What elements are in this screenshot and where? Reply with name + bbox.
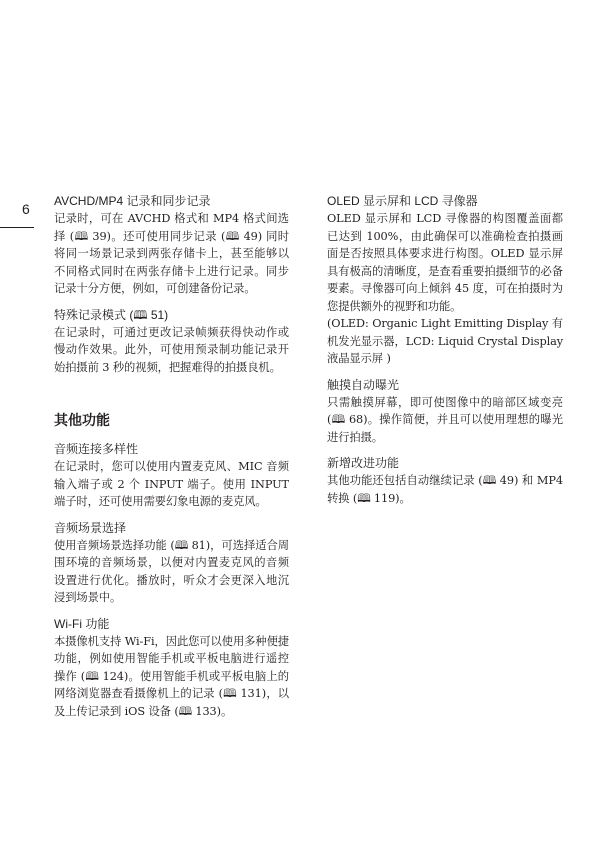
section-title: OLED 显示屏和 LCD 寻像器	[327, 194, 478, 208]
section-audio-connections	[54, 440, 289, 511]
section-wifi	[54, 615, 289, 721]
section-title: 音频连接多样性	[54, 442, 139, 456]
section-title: AVCHD/MP4 记录和同步记录	[54, 194, 211, 208]
section-title: 音频场景选择	[54, 520, 127, 535]
section-body: 本摄像机支持 Wi-Fi，因此您可以使用多种便捷功能，例如使用智能手机或平板电脑进行遥控操作 (🕮 124)。使用智能手机或平板电脑上的网络浏览器查看摄像机上的记录 (🕮 131)，以及上传记录到 iOS 设备 (🕮 133)。	[54, 634, 289, 718]
section-title: 新增改进功能	[327, 456, 400, 470]
section-new-features	[327, 454, 563, 507]
section-body: 其他功能还包括自动继续记录 (🕮 49) 和 MP4 转换 (🕮 119)。	[327, 474, 563, 505]
section-special-recording	[54, 306, 289, 377]
right-column	[327, 192, 563, 515]
page-number: 6	[22, 201, 30, 217]
section-avchd-mp4	[54, 192, 289, 298]
left-column	[54, 192, 289, 728]
section-body: 在记录时，您可以使用内置麦克风、MIC 音频输入端子或 2 个 INPUT 端子。使用 INPUT 端子时，还可使用需要幻象电源的麦克风。	[54, 460, 289, 508]
section-body: 在记录时，可通过更改记录帧频获得快动作或慢动作效果。此外，可使用预录制功能记录开始拍摄前 3 秒的视频，把握难得的拍摄良机。	[54, 325, 289, 374]
section-body: 只需触摸屏幕，即可使图像中的暗部区域变亮 (🕮 68)。操作简便，并且可以使用理想的曝光进行拍摄。	[327, 395, 563, 444]
section-body: 记录时，可在 AVCHD 格式和 MP4 格式间选择 (🕮 39)。还可使用同步记录 (🕮 49) 同时将同一场景记录到两张存储卡上，甚至能够以不同格式同时在两张存储卡上进行记录。同步记录十分方便，例如，可创建备份记录。	[54, 212, 289, 295]
section-body: 使用音频场景选择功能 (🕮 81)，可选择适合周围环境的音频场景，以便对内置麦克风的音频设置进行优化。播放时，听众才会更深入地沉浸到场景中。	[54, 538, 289, 604]
section-audio-scene	[54, 519, 289, 607]
section-body: OLED 显示屏和 LCD 寻像器的构图覆盖面都已达到 100%，由此确保可以准确检查拍摄画面是否按照具体要求进行构图。OLED 显示屏具有极高的清晰度，是查看重要拍摄细节的必备要素。寻像器可向上倾斜 45 度，可在拍摄时为您提供额外的视野和功能。	[327, 212, 563, 313]
page-number-rule	[0, 227, 34, 228]
section-oled-lcd	[327, 192, 563, 368]
section-title: 触摸自动曝光	[327, 377, 400, 392]
section-title: Wi-Fi 功能	[54, 616, 110, 631]
section-touch-ae	[327, 376, 563, 447]
section-note: (OLED: Organic Light Emitting Display 有机发光显示器，LCD: Liquid Crystal Display 液晶显示屏 )	[327, 317, 563, 365]
section-title: 特殊记录模式 (🕮 51)	[54, 307, 169, 322]
heading-other-features: 其他功能	[54, 412, 110, 428]
